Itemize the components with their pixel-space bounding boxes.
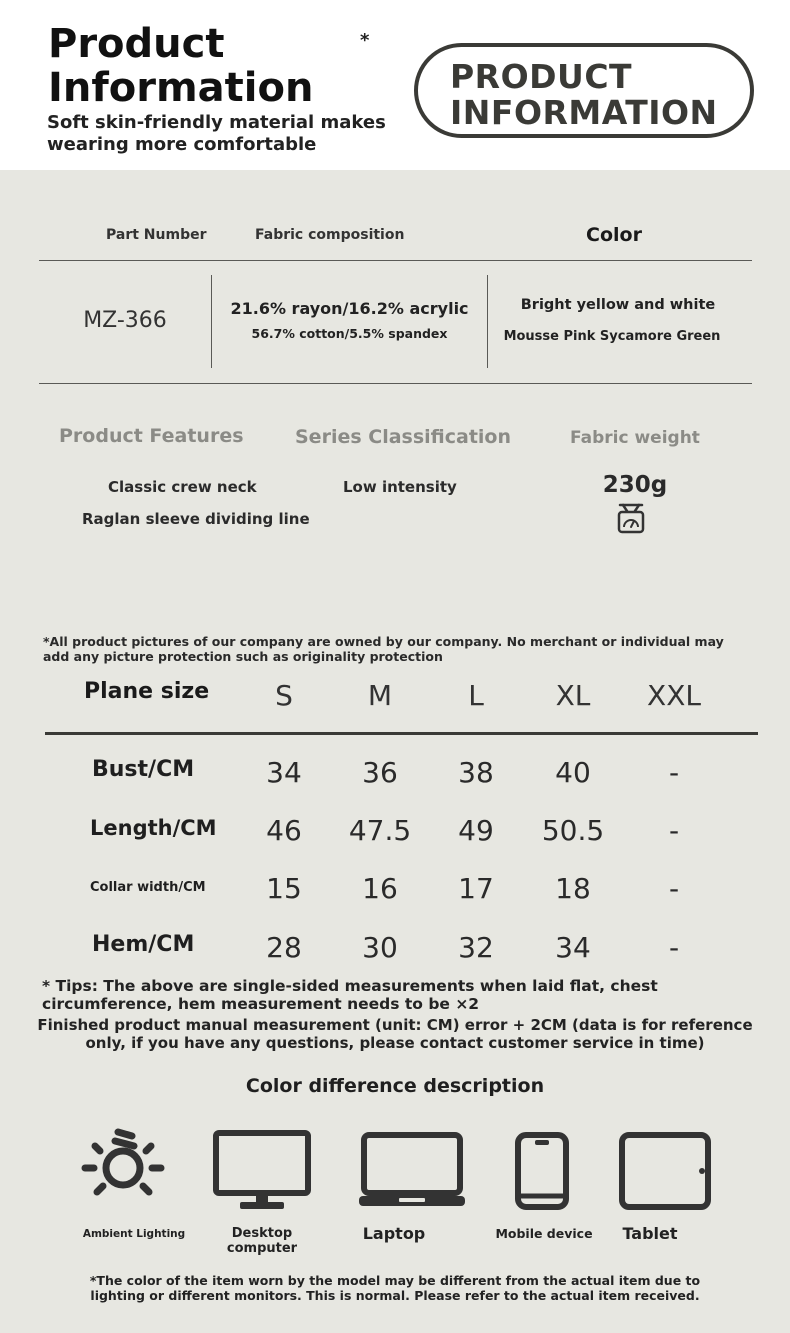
page-subtitle: Soft skin-friendly material makes wearing more comfortable — [47, 112, 386, 155]
series-value: Low intensity — [343, 478, 457, 496]
size-cell: 34 — [555, 931, 591, 964]
size-cell: - — [668, 756, 680, 789]
row-label-collar-width: Collar width/CM — [90, 880, 206, 895]
size-cell: 38 — [458, 756, 494, 789]
series-classification-heading: Series Classification — [295, 426, 512, 448]
size-header-xxl: XXL — [647, 679, 701, 712]
ambient-lighting-icon — [78, 1126, 168, 1206]
part-number-value: MZ-366 — [83, 308, 167, 333]
scale-icon — [614, 502, 648, 536]
tablet-label: Tablet — [622, 1224, 678, 1243]
tips-line-2: circumference, hem measurement needs to be ×2 — [42, 995, 480, 1013]
size-cell: 40 — [555, 756, 591, 789]
color-note-line-1: *The color of the item worn by the model may be different from the actual item due to — [89, 1273, 701, 1288]
mobile-device-label: Mobile device — [495, 1226, 593, 1241]
color-difference-note — [0, 1273, 790, 1303]
part-number-label: Part Number — [106, 227, 207, 243]
fabric-weight-value: 230g — [602, 472, 668, 498]
desktop-computer-icon — [213, 1130, 311, 1212]
color-difference-title: Color difference description — [245, 1075, 545, 1097]
column-divider — [487, 275, 488, 368]
table-top-rule — [39, 260, 752, 261]
product-features-heading: Product Features — [59, 425, 244, 447]
color-note-line-2: lighting or different monitors. This is normal. Please refer to the actual item received. — [90, 1288, 700, 1303]
tips-line-1: * Tips: The above are single-sided measurements when laid flat, chest — [42, 977, 658, 995]
fabric-line-1: 21.6% rayon/16.2% acrylic — [230, 299, 469, 318]
tablet-icon — [618, 1132, 712, 1210]
table-bottom-rule — [39, 383, 752, 384]
desktop-computer-label: Desktop computer — [226, 1226, 298, 1256]
size-cell: 47.5 — [348, 814, 412, 847]
page-title — [48, 22, 313, 110]
size-cell: 36 — [362, 756, 398, 789]
product-information-badge — [414, 43, 754, 138]
column-divider — [211, 275, 212, 368]
size-cell: - — [668, 931, 680, 964]
row-label-bust: Bust/CM — [92, 757, 195, 782]
size-cell: - — [668, 872, 680, 905]
fabric-composition-label: Fabric composition — [255, 227, 405, 243]
badge-line-1: PRODUCT — [450, 57, 633, 96]
size-cell: 16 — [362, 872, 398, 905]
size-cell: 50.5 — [541, 814, 605, 847]
color-line-1: Bright yellow and white — [520, 297, 716, 313]
size-table-rule — [45, 732, 758, 735]
tips-line-3: Finished product manual measurement (unit: CM) error + 2CM (data is for reference — [37, 1016, 753, 1034]
copyright-note: *All product pictures of our company are owned by our company. No merchant or individual may add any picture protection such as originality protection — [43, 634, 724, 664]
row-label-length: Length/CM — [90, 816, 217, 840]
title-line-2: Information — [48, 65, 314, 111]
feature-raglan-sleeve: Raglan sleeve dividing line — [82, 510, 310, 528]
size-cell: 49 — [458, 814, 494, 847]
color-label: Color — [586, 224, 642, 246]
size-cell: 28 — [266, 931, 302, 964]
title-line-1: Product — [48, 21, 225, 67]
size-header-m: M — [367, 679, 393, 712]
fabric-weight-heading: Fabric weight — [570, 428, 700, 448]
laptop-label: Laptop — [362, 1224, 426, 1243]
laptop-icon — [357, 1132, 467, 1210]
size-cell: 15 — [266, 872, 302, 905]
badge-line-2: INFORMATION — [450, 93, 718, 132]
size-cell: - — [668, 814, 680, 847]
row-label-hem: Hem/CM — [92, 932, 195, 957]
size-cell: 17 — [458, 872, 494, 905]
color-line-2: Mousse Pink Sycamore Green — [503, 329, 721, 344]
size-cell: 18 — [555, 872, 591, 905]
size-cell: 34 — [266, 756, 302, 789]
ambient-lighting-label: Ambient Lighting — [82, 1228, 186, 1240]
plane-size-label: Plane size — [84, 679, 210, 704]
size-header-s: S — [275, 679, 293, 712]
feature-crew-neck: Classic crew neck — [108, 478, 257, 496]
mobile-device-icon — [514, 1132, 570, 1210]
size-cell: 46 — [266, 814, 302, 847]
size-header-xl: XL — [555, 679, 591, 712]
size-cell: 30 — [362, 931, 398, 964]
fabric-line-2: 56.7% cotton/5.5% spandex — [251, 326, 448, 341]
tips-line-4: only, if you have any questions, please contact customer service in time) — [85, 1034, 705, 1052]
size-header-l: L — [468, 679, 484, 712]
size-cell: 32 — [458, 931, 494, 964]
header-banner — [0, 0, 790, 170]
star-mark: * — [360, 30, 370, 51]
